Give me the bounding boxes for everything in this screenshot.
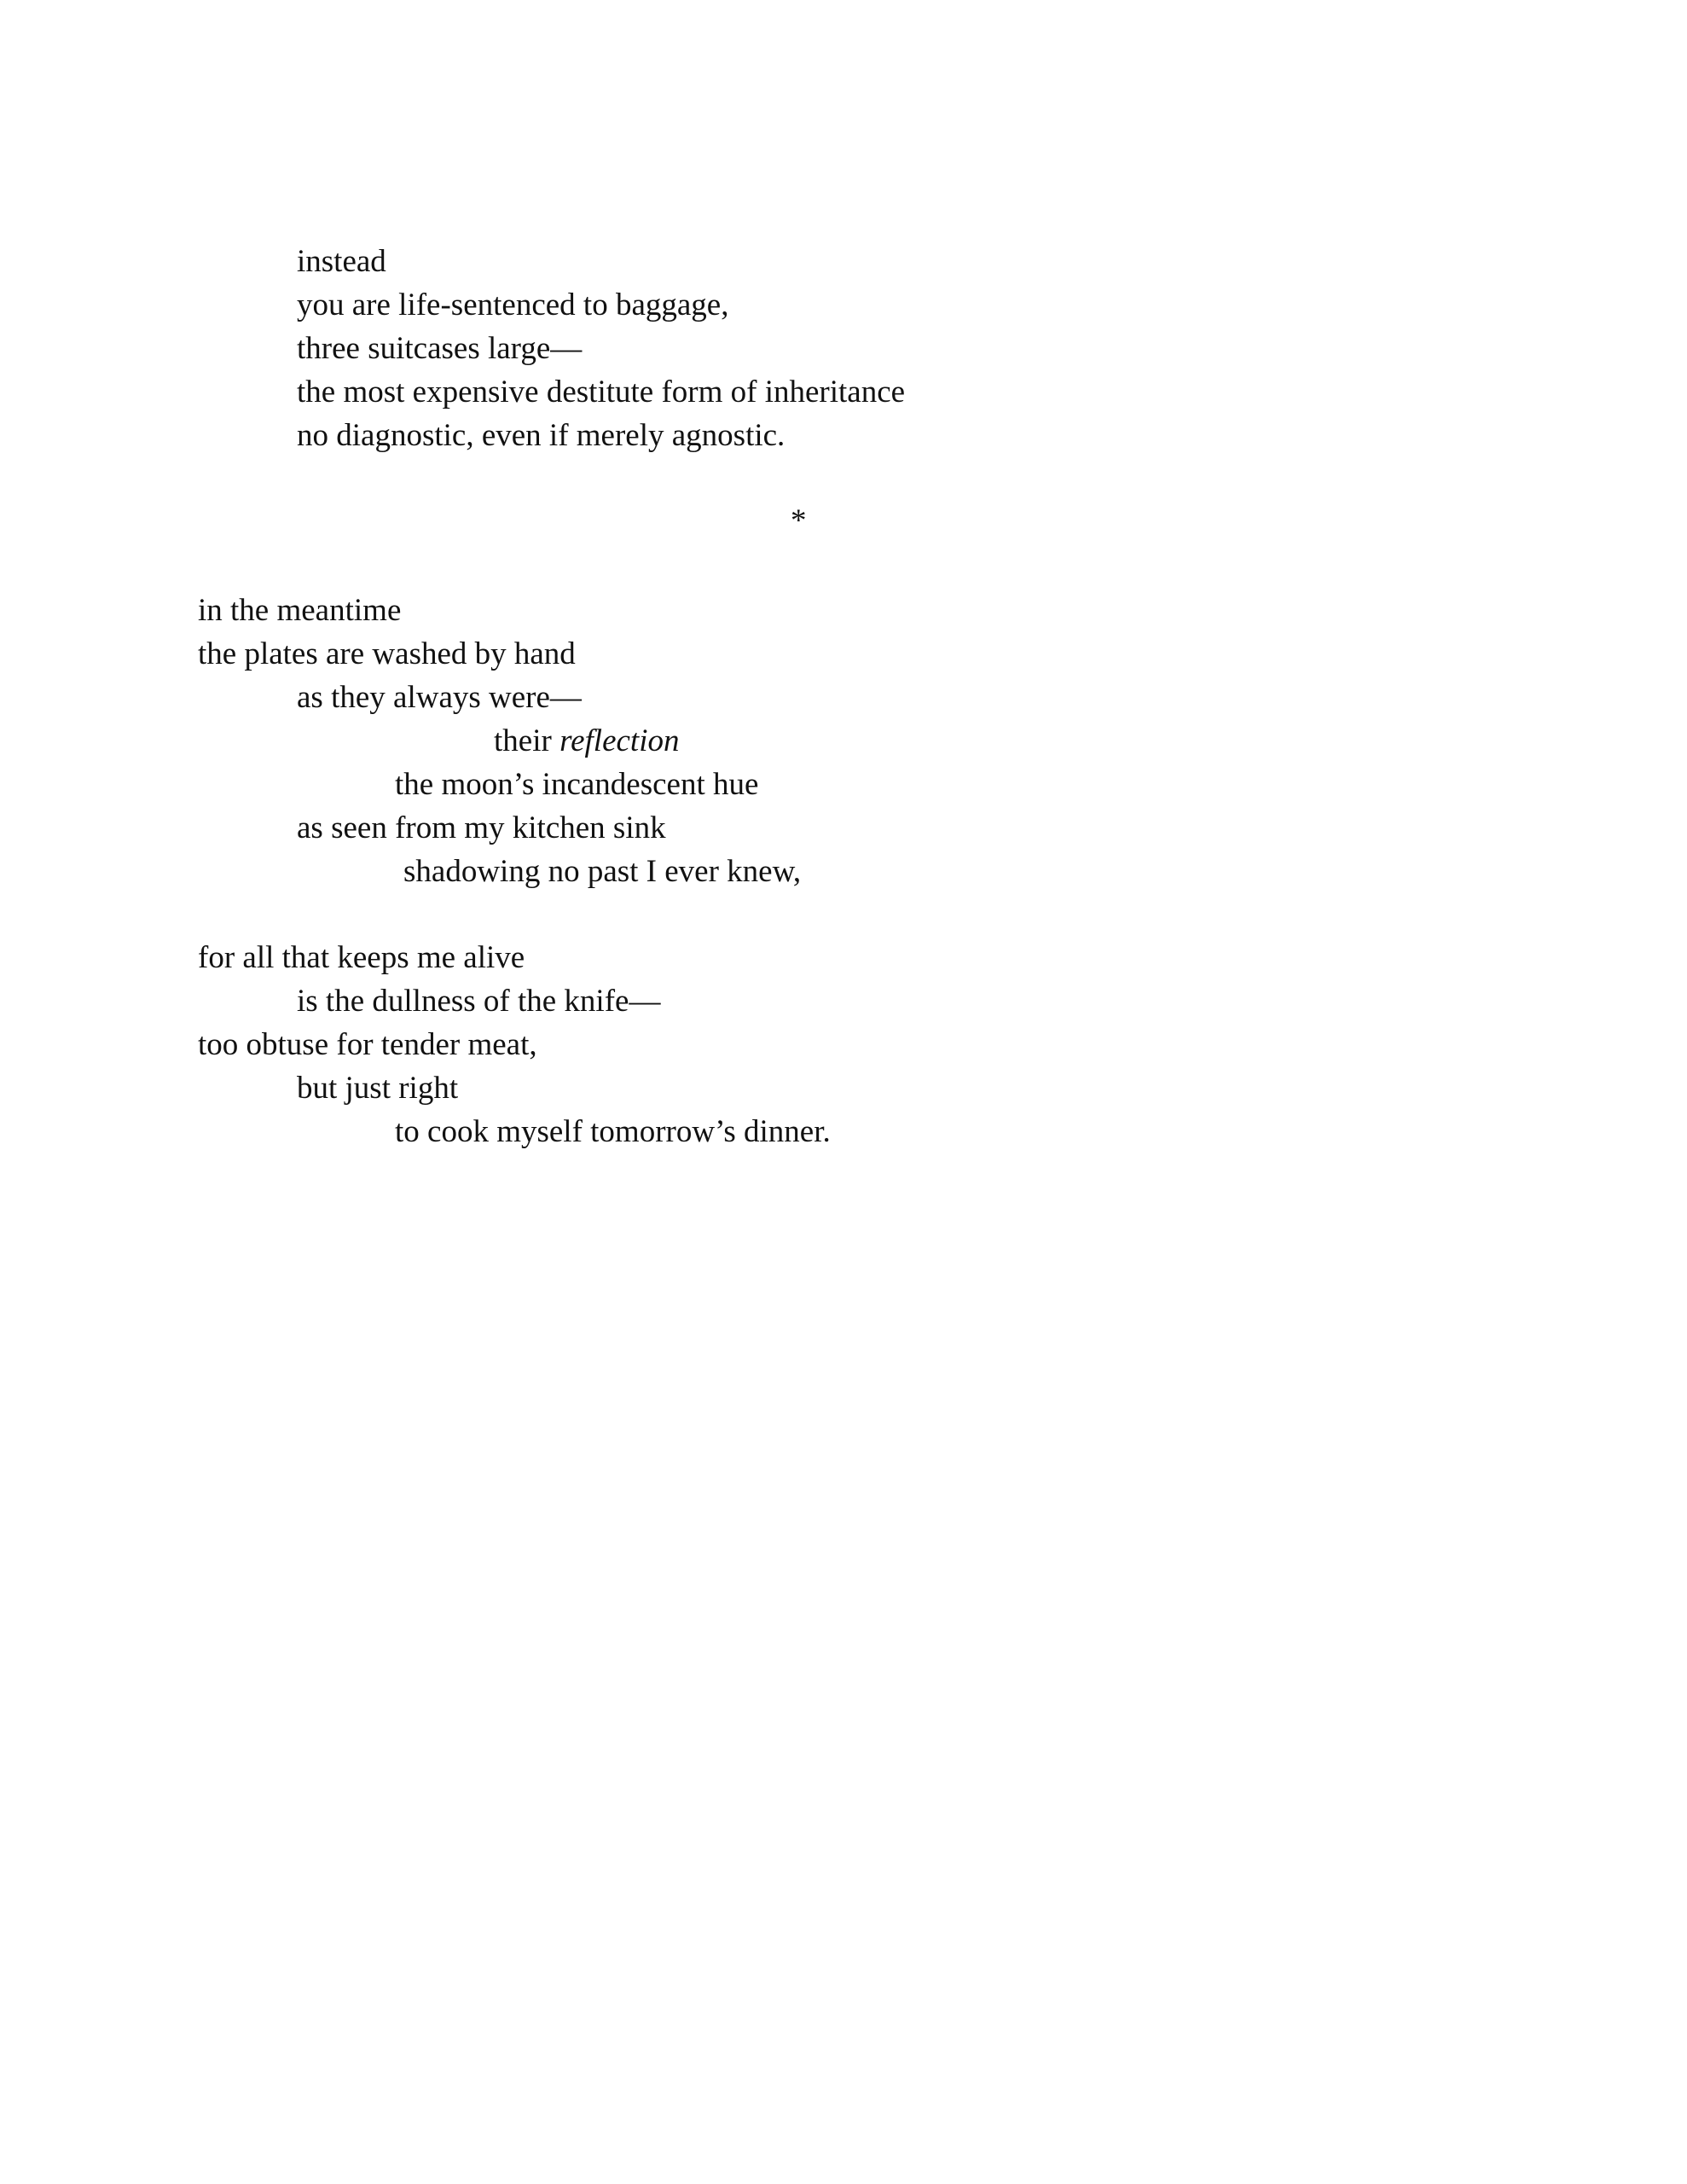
poem-line: the most expensive destitute form of inheritance: [297, 375, 906, 410]
poem-line: you are life-sentenced to baggage,: [297, 288, 729, 322]
poem-line: shadowing no past I ever knew,: [403, 854, 802, 889]
poem-line: as they always were—: [297, 680, 582, 715]
poem-line: but just right: [297, 1071, 459, 1106]
poem-line: the moon’s incandescent hue: [395, 767, 759, 802]
poem-line: three suitcases large—: [297, 331, 583, 366]
poem-line: to cook myself tomorrow’s dinner.: [395, 1114, 831, 1149]
italic-word: reflection: [559, 723, 680, 758]
poem-text: their: [494, 723, 560, 758]
poem-line: no diagnostic, even if merely agnostic.: [297, 418, 786, 453]
poem-line: as seen from my kitchen sink: [297, 810, 666, 845]
poem-line: too obtuse for tender meat,: [198, 1027, 537, 1062]
poem-line-with-emphasis: [494, 725, 679, 757]
poem-line: in the meantime: [198, 593, 402, 628]
poem-line: for all that keeps me alive: [198, 940, 525, 975]
section-separator: *: [791, 503, 807, 538]
poem-line: instead: [297, 244, 386, 279]
poem-line: is the dullness of the knife—: [297, 984, 661, 1019]
poem-line: the plates are washed by hand: [198, 636, 576, 671]
